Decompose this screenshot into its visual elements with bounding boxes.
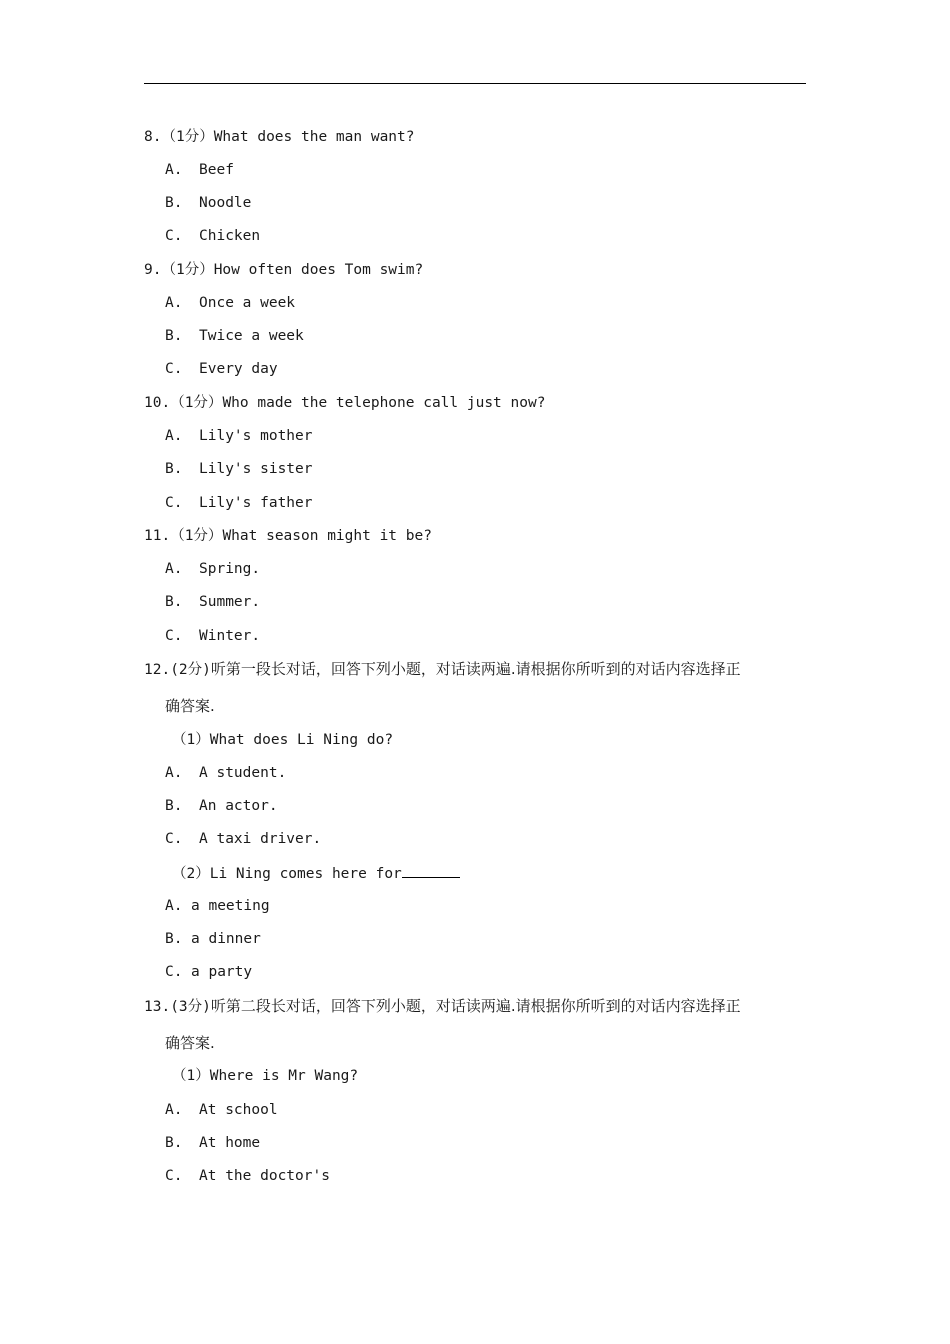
question-10	[144, 393, 545, 413]
option-letter: A.	[165, 162, 183, 178]
option-c[interactable]	[165, 226, 260, 246]
option-a[interactable]	[165, 763, 286, 783]
option-letter: A.	[165, 898, 183, 914]
option-text: At home	[199, 1135, 261, 1151]
question-score: （1分）	[161, 262, 214, 278]
question-11	[144, 526, 432, 546]
option-letter: C.	[165, 495, 183, 511]
option-b[interactable]	[165, 592, 260, 612]
option-letter: B.	[165, 461, 183, 477]
question-9	[144, 260, 423, 280]
question-stem: What does the man want?	[213, 129, 415, 145]
question-score: （1分）	[161, 129, 214, 145]
question-stem: 听第一段长对话，回答下列小题，对话读两遍.请根据你所听到的对话内容选择正	[210, 660, 741, 678]
question-stem: Who made the telephone call just now?	[222, 395, 546, 411]
option-text: Beef	[199, 162, 234, 178]
option-b[interactable]	[165, 929, 261, 949]
option-text: A student.	[199, 765, 287, 781]
option-b[interactable]	[165, 459, 313, 479]
question-score: （1分）	[170, 528, 223, 544]
sub-question-stem: Li Ning comes here for	[209, 866, 402, 882]
question-score: (3分)	[170, 999, 211, 1015]
option-letter: A.	[165, 1102, 183, 1118]
question-8	[144, 127, 415, 147]
question-12	[144, 659, 741, 680]
option-letter: B.	[165, 328, 183, 344]
question-13	[144, 996, 741, 1017]
question-score: （1分）	[170, 395, 223, 411]
option-text: Lily's father	[199, 495, 313, 511]
option-text: At school	[199, 1102, 278, 1118]
question-stem-continued: 确答案.	[165, 1034, 215, 1052]
question-stem: 听第二段长对话，回答下列小题，对话读两遍.请根据你所听到的对话内容选择正	[210, 997, 741, 1015]
question-number: 10.	[144, 395, 171, 411]
option-a[interactable]	[165, 426, 313, 446]
option-c[interactable]	[165, 962, 252, 982]
option-letter: B.	[165, 594, 183, 610]
sub-question	[172, 1066, 358, 1086]
question-stem: How often does Tom swim?	[213, 262, 424, 278]
option-text: Winter.	[199, 628, 261, 644]
option-a[interactable]	[165, 293, 295, 313]
sub-question-label: （1）	[172, 732, 210, 748]
option-text: a party	[191, 964, 253, 980]
question-score: (2分)	[170, 662, 211, 678]
option-text: At the doctor's	[199, 1168, 330, 1184]
option-letter: C.	[165, 361, 183, 377]
option-text: a meeting	[191, 898, 270, 914]
header-rule	[144, 83, 806, 84]
option-letter: B.	[165, 195, 183, 211]
option-text: An actor.	[199, 798, 278, 814]
option-letter: C.	[165, 1168, 183, 1184]
question-stem-continued: 确答案.	[165, 697, 215, 715]
option-text: Noodle	[199, 195, 252, 211]
option-a[interactable]	[165, 896, 270, 916]
option-letter: C.	[165, 228, 183, 244]
option-text: Lily's mother	[199, 428, 313, 444]
question-stem: What season might it be?	[222, 528, 432, 544]
option-c[interactable]	[165, 626, 260, 646]
option-c[interactable]	[165, 493, 313, 513]
option-text: Lily's sister	[199, 461, 313, 477]
option-text: Chicken	[199, 228, 261, 244]
question-number: 9.	[144, 262, 162, 278]
option-text: Summer.	[199, 594, 261, 610]
option-letter: A.	[165, 295, 183, 311]
question-number: 13.	[144, 999, 171, 1015]
option-b[interactable]	[165, 193, 251, 213]
option-letter: A.	[165, 561, 183, 577]
sub-question-stem: Where is Mr Wang?	[209, 1068, 359, 1084]
option-letter: B.	[165, 931, 183, 947]
option-a[interactable]	[165, 160, 234, 180]
option-letter: C.	[165, 831, 183, 847]
option-text: Twice a week	[199, 328, 304, 344]
sub-question-label: （2）	[172, 866, 210, 882]
option-letter: C.	[165, 628, 183, 644]
option-text: A taxi driver.	[199, 831, 322, 847]
option-b[interactable]	[165, 326, 304, 346]
question-number: 11.	[144, 528, 171, 544]
sub-question	[172, 730, 393, 750]
option-text: Spring.	[199, 561, 261, 577]
option-a[interactable]	[165, 1100, 278, 1120]
option-c[interactable]	[165, 1166, 330, 1186]
sub-question-label: （1）	[172, 1068, 210, 1084]
question-number: 12.	[144, 662, 171, 678]
option-text: a dinner	[191, 931, 261, 947]
sub-question-stem: What does Li Ning do?	[209, 732, 394, 748]
option-letter: A.	[165, 765, 183, 781]
question-number: 8.	[144, 129, 162, 145]
option-b[interactable]	[165, 796, 278, 816]
option-letter: B.	[165, 798, 183, 814]
option-a[interactable]	[165, 559, 260, 579]
option-c[interactable]	[165, 829, 321, 849]
sub-question	[172, 863, 460, 884]
option-letter: B.	[165, 1135, 183, 1151]
option-c[interactable]	[165, 359, 278, 379]
option-b[interactable]	[165, 1133, 260, 1153]
option-letter: C.	[165, 964, 183, 980]
option-letter: A.	[165, 428, 183, 444]
option-text: Once a week	[199, 295, 296, 311]
answer-blank[interactable]	[402, 863, 460, 878]
option-text: Every day	[199, 361, 278, 377]
